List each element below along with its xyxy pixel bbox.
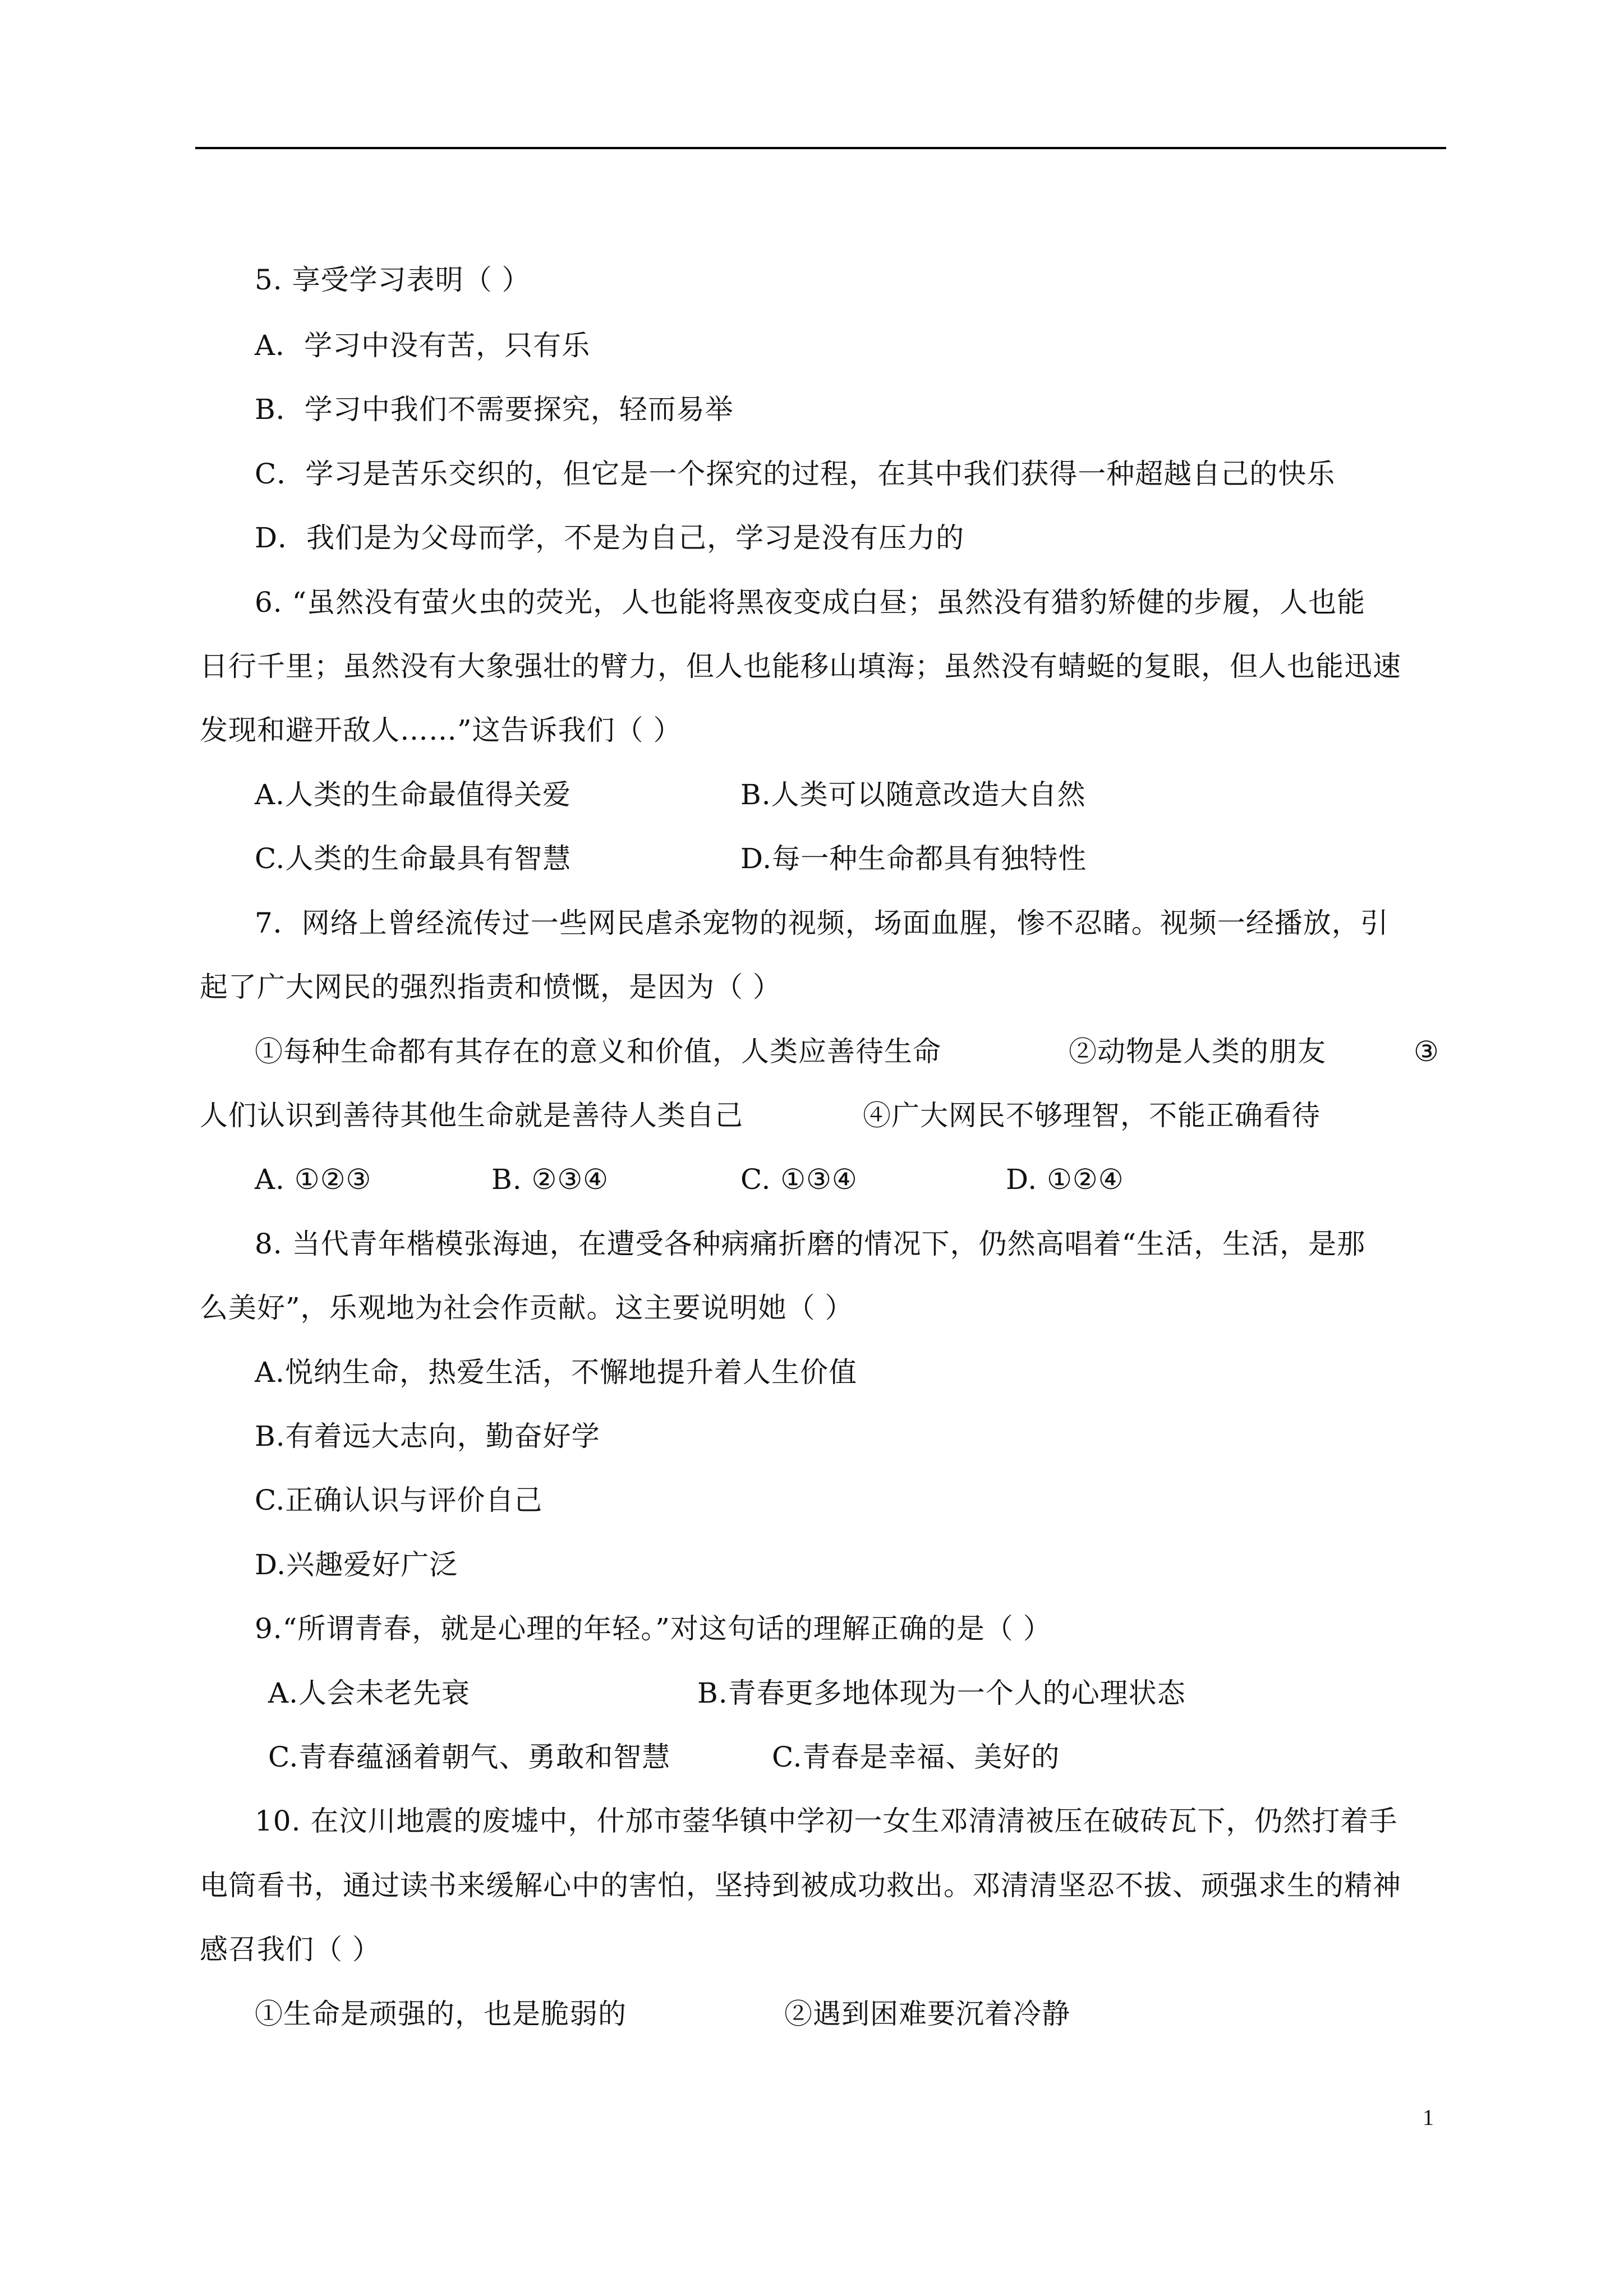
q6-option-c: C.人类的生命最具有智慧: [255, 842, 572, 875]
q8-option-a: A.悦纳生命，热爱生活，不懈地提升着人生价值: [255, 1356, 858, 1389]
q9-option-a: A.人会未老先衰: [268, 1677, 471, 1709]
q7-statement-3-end: 人们认识到善待其他生命就是善待人类自己: [200, 1099, 743, 1132]
q7-option-b: B. ②③④: [491, 1163, 609, 1196]
q6-option-d: D.每一种生命都具有独特性: [740, 842, 1087, 875]
q7-option-d: D. ①②④: [1006, 1163, 1124, 1196]
q7-statement-1: ①每种生命都有其存在的意义和价值，人类应善待生命: [255, 1035, 941, 1068]
page-number: 1: [1423, 2105, 1434, 2130]
q7-statement-2: ②动物是人类的朋友: [1069, 1035, 1326, 1068]
q7-stem-line-2: 起了广大网民的强烈指责和愤慨，是因为（ ）: [200, 971, 781, 1003]
q6-stem-line-3: 发现和避开敌人……”这告诉我们（ ）: [200, 714, 682, 746]
q5-option-b: B．学习中我们不需要探究，轻而易举: [255, 393, 734, 426]
q5-option-c: C．学习是苦乐交织的，但它是一个探究的过程，在其中我们获得一种超越自己的快乐: [255, 458, 1336, 490]
q5-stem: 5. 享受学习表明（ ）: [255, 264, 531, 296]
q7-option-c: C. ①③④: [740, 1163, 858, 1196]
q8-stem-line-1: 8. 当代青年楷模张海迪，在遭受各种病痛折磨的情况下，仍然高唱着“生活，生活，是那: [255, 1228, 1366, 1260]
q7-stem-line-1: 7．网络上曾经流传过一些网民虐杀宠物的视频，场面血腥，惨不忍睹。视频一经播放，引: [255, 907, 1389, 939]
q7-option-a: A. ①②③: [255, 1163, 372, 1196]
q8-option-b: B.有着远大志向，勤奋好学: [255, 1420, 600, 1453]
q7-statement-4: ④广大网民不够理智，不能正确看待: [863, 1099, 1321, 1132]
q10-statement-2: ②遇到困难要沉着冷静: [784, 1998, 1070, 2030]
q6-option-a: A.人类的生命最值得关爱: [255, 778, 572, 811]
q6-stem-line-2: 日行千里；虽然没有大象强壮的臂力，但人也能移山填海；虽然没有蜻蜓的复眼，但人也能迅速: [200, 650, 1401, 683]
q8-option-c: C.正确认识与评价自己: [255, 1484, 543, 1516]
q6-stem-line-1: 6. “虽然没有萤火虫的荧光，人也能将黑夜变成白昼；虽然没有猎豹矫健的步履，人也能: [255, 586, 1366, 619]
q7-statement-3-start: ③: [1414, 1035, 1439, 1068]
q5-option-a: A．学习中没有苦，只有乐: [255, 329, 591, 362]
q8-stem-line-2: 么美好”，乐观地为社会作贡献。这主要说明她（ ）: [200, 1292, 854, 1324]
q5-option-d: D．我们是为父母而学，不是为自己，学习是没有压力的: [255, 522, 965, 554]
q9-option-c1: C.青春蕴涵着朝气、勇敢和智慧: [268, 1741, 671, 1773]
q8-option-d: D.兴趣爱好广泛: [255, 1548, 458, 1581]
header-rule: [195, 147, 1446, 149]
q10-stem-line-2: 电筒看书，通过读书来缓解心中的害怕，坚持到被成功救出。邓清清坚忍不拔、顽强求生的精神: [200, 1869, 1401, 1902]
q6-option-b: B.人类可以随意改造大自然: [740, 778, 1086, 811]
q10-stem-line-1: 10. 在汶川地震的废墟中，什邡市蓥华镇中学初一女生邓清清被压在破砖瓦下，仍然打着手: [255, 1805, 1398, 1837]
q10-statement-1: ①生命是顽强的，也是脆弱的: [255, 1998, 627, 2030]
q9-option-c2: C.青春是幸福、美好的: [772, 1741, 1060, 1773]
q9-stem: 9.“所谓青春，就是心理的年轻。”对这句话的理解正确的是（ ）: [255, 1612, 1052, 1645]
q10-stem-line-3: 感召我们（ ）: [200, 1933, 381, 1966]
q9-option-b: B.青春更多地体现为一个人的心理状态: [697, 1677, 1186, 1709]
